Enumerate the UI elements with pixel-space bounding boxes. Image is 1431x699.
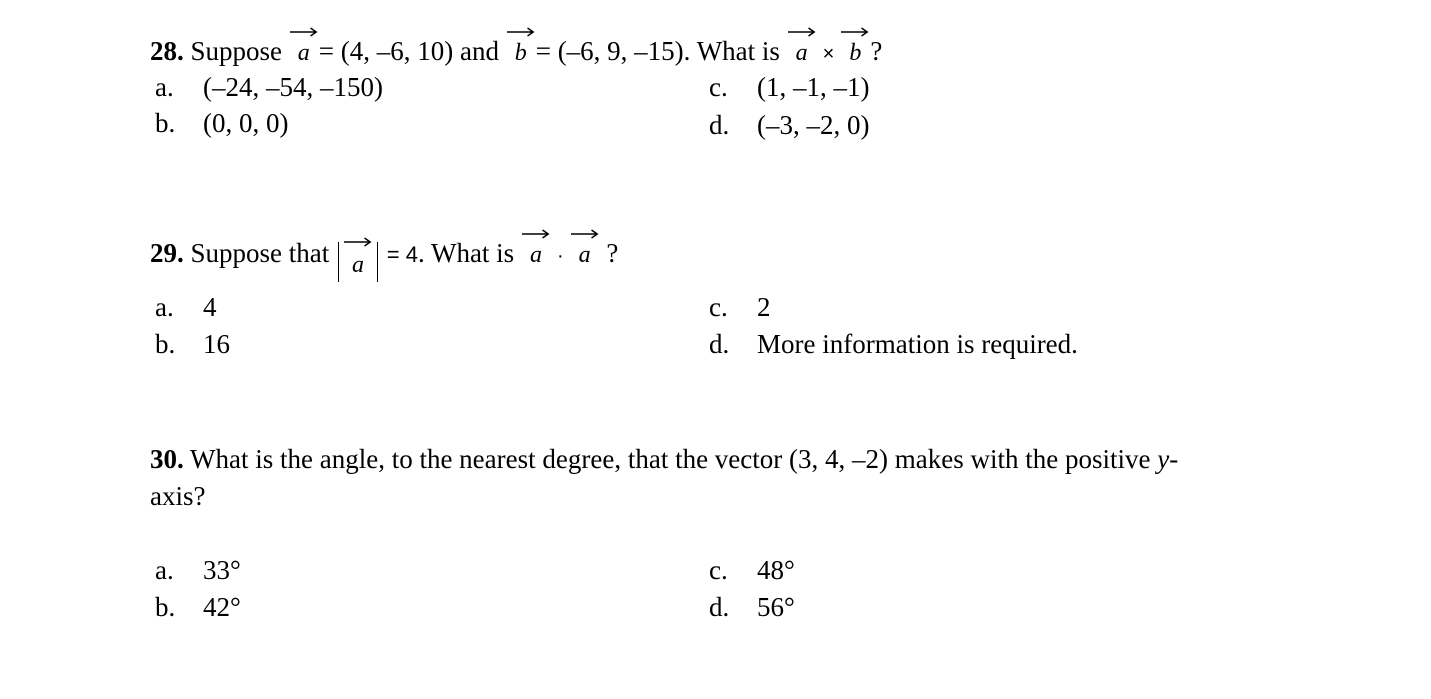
question-30-stem	[150, 444, 1178, 475]
choice-text: More information is required.	[757, 329, 1078, 359]
stem-text: . What is	[417, 238, 515, 268]
vector-a: a	[343, 250, 373, 280]
choice-letter: a.	[155, 292, 174, 322]
choice-d	[709, 110, 869, 141]
choice-text: 33°	[203, 555, 241, 585]
choice-d	[709, 329, 1078, 360]
stem-text: = (–6, 9, –15). What is	[535, 36, 780, 66]
vector-a: a	[521, 242, 551, 269]
choice-text: (0, 0, 0)	[203, 108, 289, 138]
cross-product-operator: ×	[822, 43, 835, 65]
question-number: 30.	[150, 444, 184, 474]
vector-b: b	[840, 40, 870, 67]
vector-arrow-icon	[841, 26, 869, 38]
choice-letter: a.	[155, 72, 174, 102]
choice-a	[155, 72, 383, 103]
choice-c	[709, 72, 869, 103]
equals-value: = 4	[386, 242, 418, 267]
stem-text: ?	[606, 238, 619, 268]
choice-text: 2	[757, 292, 771, 322]
choice-letter: b.	[155, 329, 176, 359]
choice-b	[155, 592, 241, 623]
stem-variable: y	[1157, 444, 1170, 474]
choice-a	[155, 555, 241, 586]
choice-letter: d.	[709, 329, 730, 359]
vector-arrow-icon	[344, 236, 372, 248]
choice-b	[155, 108, 288, 139]
choice-text: (–3, –2, 0)	[757, 110, 870, 140]
stem-hyphen: -	[1169, 444, 1179, 474]
vector-a: a	[787, 40, 817, 67]
vector-a: a	[570, 242, 600, 269]
stem-text: Suppose	[190, 36, 283, 66]
choice-letter: b.	[155, 592, 176, 622]
choice-letter: b.	[155, 108, 176, 138]
choice-letter: c.	[709, 292, 728, 322]
stem-text: ?	[870, 36, 883, 66]
question-number: 28.	[150, 36, 184, 66]
choice-c	[709, 555, 795, 586]
choice-text: (–24, –54, –150)	[203, 72, 383, 102]
stem-text: axis?	[150, 481, 206, 511]
choice-letter: d.	[709, 110, 730, 140]
choice-letter: a.	[155, 555, 174, 585]
choice-text: (1, –1, –1)	[757, 72, 870, 102]
choice-text: 48°	[757, 555, 795, 585]
choice-b	[155, 329, 230, 360]
stem-text: = (4, –6, 10) and	[318, 36, 499, 66]
question-number: 29.	[150, 238, 184, 268]
choice-letter: c.	[709, 555, 728, 585]
vector-arrow-icon	[507, 26, 535, 38]
choice-c	[709, 292, 771, 323]
dot-product-operator: ·	[556, 245, 564, 267]
vector-arrow-icon	[290, 26, 318, 38]
choice-text: 4	[203, 292, 217, 322]
vector-arrow-icon	[571, 228, 599, 240]
choice-text: 16	[203, 329, 230, 359]
stem-text: What is the angle, to the nearest degree, that the vector (3, 4, –2) makes with the positive	[190, 444, 1151, 474]
choice-letter: c.	[709, 72, 728, 102]
question-28-stem	[150, 36, 882, 67]
choice-text: 42°	[203, 592, 241, 622]
vector-magnitude	[338, 242, 378, 282]
stem-text: Suppose that	[190, 238, 330, 268]
choice-letter: d.	[709, 592, 730, 622]
vector-arrow-icon	[788, 26, 816, 38]
vector-b: b	[506, 40, 536, 67]
question-30-stem-line-2	[150, 481, 205, 512]
choice-d	[709, 592, 795, 623]
question-29-stem	[150, 238, 618, 282]
vector-arrow-icon	[522, 228, 550, 240]
choice-a	[155, 292, 217, 323]
choice-text: 56°	[757, 592, 795, 622]
vector-a: a	[289, 40, 319, 67]
